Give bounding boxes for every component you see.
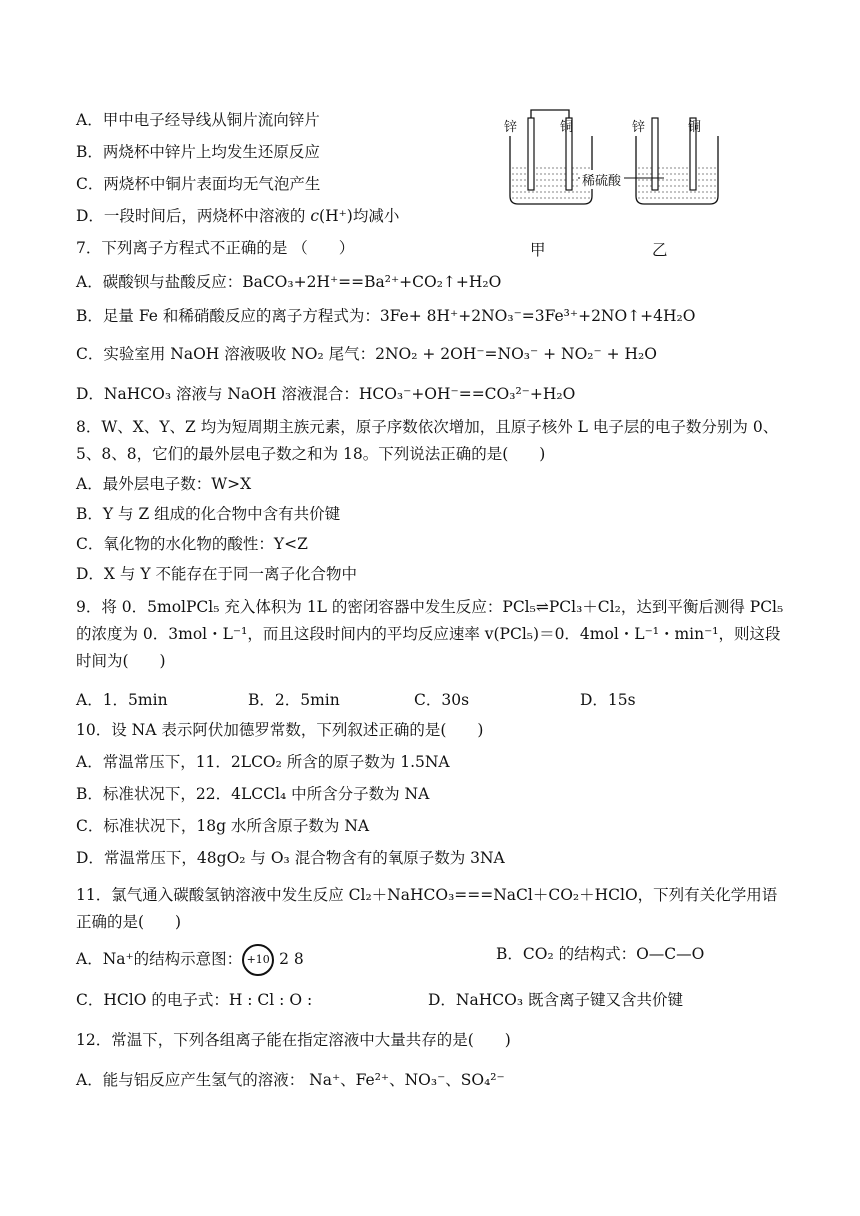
figure-caption-jia: 甲 <box>530 241 546 259</box>
q9-option-c: C．30s <box>414 691 470 709</box>
q11-option-c: C．HClO 的电子式：H : Cl : O : <box>76 991 313 1009</box>
q8-option-c: C．氧化物的水化物的酸性：Y<Z <box>76 535 308 553</box>
q6-option-d: D．一段时间后，两烧杯中溶液的 c(H⁺)均减小 <box>76 207 400 225</box>
q6-option-c: C．两烧杯中铜片表面均无气泡产生 <box>76 175 321 193</box>
q12-option-a: A．能与铝反应产生氢气的溶液： Na⁺、Fe²⁺、NO₃⁻、SO₄²⁻ <box>76 1071 505 1089</box>
electron-formula: H : Cl : O : <box>228 991 313 1009</box>
q9-option-a: A．1．5min <box>76 691 168 709</box>
q10-option-a: A．常温常压下，11．2LCO₂ 所含的原子数为 1.5NA <box>76 753 450 771</box>
q7-option-a: A．碳酸钡与盐酸反应：BaCO₃+2H⁺==Ba²⁺+CO₂↑+H₂O <box>76 273 502 291</box>
sodium-nucleus-icon: +10 <box>242 944 274 976</box>
q10-option-c: C．标准状况下，18g 水所含原子数为 NA <box>76 817 370 835</box>
q10-stem: 10．设 NA 表示阿伏加德罗常数，下列叙述正确的是( ) <box>76 721 484 739</box>
q9-option-d: D．15s <box>580 691 636 709</box>
q10-option-b: B．标准状况下，22．4LCCl₄ 中所含分子数为 NA <box>76 785 430 803</box>
q11-stem: 11．氯气通入碳酸氢钠溶液中发生反应 Cl₂＋NaHCO₃===NaCl＋CO₂＋HClO，下列有关化学用语正确的是( ) <box>76 886 778 931</box>
q8-option-d: D．X 与 Y 不能存在于同一离子化合物中 <box>76 565 357 583</box>
q11-option-b: B．CO₂ 的结构式：O—C—O <box>496 945 705 963</box>
copper-label-1: 铜 <box>560 120 574 135</box>
q7-option-b: B．足量 Fe 和稀硝酸反应的离子方程式为：3Fe+ 8H⁺+2NO₃⁻=3Fe³⁺+2NO↑+4H₂O <box>76 307 696 325</box>
q6-option-a: A．甲中电子经导线从铜片流向锌片 <box>76 111 320 129</box>
electron-shells: 2 8 <box>279 950 304 968</box>
q10-option-d: D．常温常压下，48gO₂ 与 O₃ 混合物含有的氧原子数为 3NA <box>76 849 505 867</box>
q12-stem: 12．常温下，下列各组离子能在指定溶液中大量共存的是( ) <box>76 1031 511 1049</box>
q7-option-c: C．实验室用 NaOH 溶液吸收 NO₂ 尾气：2NO₂ + 2OH⁻=NO₃⁻ + NO₂⁻ + H₂O <box>76 345 657 363</box>
q8-stem: 8．W、X、Y、Z 均为短周期主族元素，原子序数依次增加，且原子核外 L 电子层的电子数分别为 0、5、8、8，它们的最外层电子数之和为 18。下列说法正确的是( ) <box>76 418 779 463</box>
q6-option-b: B．两烧杯中锌片上均发生还原反应 <box>76 143 320 161</box>
q11-option-d: D．NaHCO₃ 既含离子键又含共价键 <box>428 991 683 1009</box>
zinc-label-1: 锌 <box>504 120 518 135</box>
zinc-label-2: 锌 <box>632 120 646 135</box>
ion-list: Na⁺、Fe²⁺、NO₃⁻、SO₄²⁻ <box>309 1071 505 1089</box>
q7-option-d: D．NaHCO₃ 溶液与 NaOH 溶液混合：HCO₃⁻+OH⁻==CO₃²⁻+H₂O <box>76 385 576 403</box>
sulfuric-acid-label: 稀硫酸 <box>580 170 623 189</box>
q8-option-a: A．最外层电子数：W>X <box>76 475 252 493</box>
q9-stem: 9．将 0．5molPCl₅ 充入体积为 1L 的密闭容器中发生反应：PCl₅⇌PCl₃＋Cl₂，达到平衡后测得 PCl₅ 的浓度为 0．3mol・L⁻¹，而且这段时间内的平均反应速率 v(PCl₅)＝0．4mol・L⁻¹・min⁻¹，则这段时间为( ) <box>76 598 784 670</box>
q7-stem: 7．下列离子方程式不正确的是 （ ） <box>76 239 355 257</box>
q8-option-b: B．Y 与 Z 组成的化合物中含有共价键 <box>76 505 341 523</box>
q11-option-a: A．Na⁺的结构示意图： +10 2 8 <box>76 944 304 976</box>
copper-label-2: 铜 <box>688 120 702 135</box>
q9-option-b: B．2．5min <box>248 691 340 709</box>
figure-caption-yi: 乙 <box>652 241 668 259</box>
